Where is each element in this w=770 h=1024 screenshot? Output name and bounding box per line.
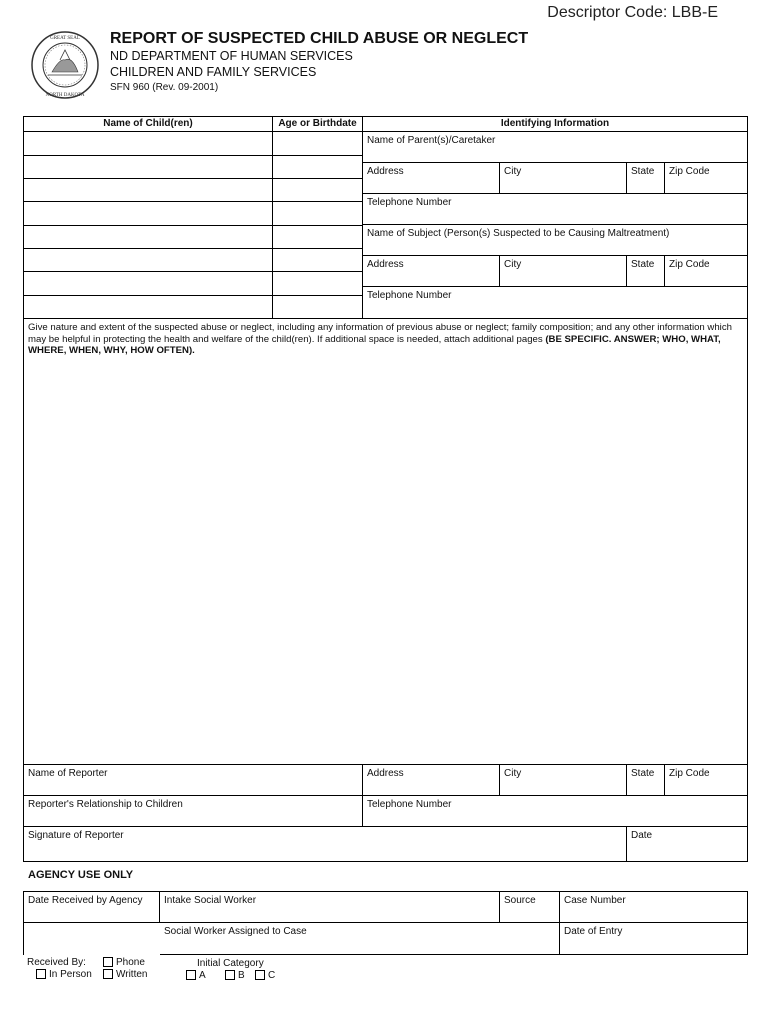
reporter-relationship-field[interactable]: Reporter's Relationship to Children	[24, 796, 363, 827]
child-age-field-1[interactable]	[273, 132, 363, 156]
source-field[interactable]: Source	[500, 892, 560, 923]
narrative-instructions: Give nature and extent of the suspected abuse or neglect, including any information of previous abuse or neglect; family composition; and any other information which may be helpful in protecting the health and welfare of the child(ren). If additional space is needed, attach additional pages	[28, 322, 732, 345]
category-c-checkbox[interactable]	[255, 970, 265, 980]
category-b-checkbox[interactable]	[225, 970, 235, 980]
category-b-label: B	[238, 970, 245, 981]
written-option[interactable]	[103, 969, 148, 980]
agency-blank-cell	[24, 923, 160, 955]
child-age-field-5[interactable]	[273, 226, 363, 249]
category-b-option[interactable]	[225, 970, 245, 981]
in-person-checkbox[interactable]	[36, 969, 46, 979]
category-a-label: A	[199, 970, 206, 981]
subject-state-field[interactable]: State	[627, 256, 665, 287]
form-number: SFN 960 (Rev. 09-2001)	[110, 82, 219, 93]
reporter-zip-field[interactable]: Zip Code	[665, 765, 748, 796]
reporter-signature-field[interactable]: Signature of Reporter	[24, 827, 627, 862]
child-age-field-6[interactable]	[273, 249, 363, 272]
reporter-telephone-field[interactable]: Telephone Number	[363, 796, 748, 827]
child-name-field-1[interactable]	[24, 132, 273, 156]
phone-option[interactable]	[103, 957, 145, 968]
form-title: REPORT OF SUSPECTED CHILD ABUSE OR NEGLECT	[110, 30, 529, 47]
svg-text:NORTH DAKOTA: NORTH DAKOTA	[45, 93, 85, 98]
received-by-label: Received By:	[27, 957, 86, 968]
parent-state-field[interactable]: State	[627, 163, 665, 194]
child-name-field-5[interactable]	[24, 226, 273, 249]
child-name-field-7[interactable]	[24, 272, 273, 296]
reporter-city-field[interactable]: City	[500, 765, 627, 796]
phone-label: Phone	[116, 957, 145, 968]
department-name: ND DEPARTMENT OF HUMAN SERVICES	[110, 49, 353, 63]
agency-form	[23, 891, 748, 955]
child-age-field-7[interactable]	[273, 272, 363, 296]
date-received-field[interactable]: Date Received by Agency	[24, 892, 160, 923]
assigned-worker-field[interactable]: Social Worker Assigned to Case	[160, 923, 560, 955]
category-a-checkbox[interactable]	[186, 970, 196, 980]
state-seal-icon	[30, 30, 100, 100]
reporter-date-field[interactable]: Date	[627, 827, 748, 862]
date-of-entry-field[interactable]: Date of Entry	[560, 923, 748, 955]
written-label: Written	[116, 969, 148, 980]
report-form	[23, 116, 748, 862]
child-name-field-8[interactable]	[24, 296, 273, 319]
in-person-label: In Person	[49, 969, 92, 980]
in-person-option[interactable]	[36, 969, 92, 980]
child-name-header: Name of Child(ren)	[24, 117, 273, 132]
reporter-address-field[interactable]: Address	[363, 765, 500, 796]
reporter-name-field[interactable]: Name of Reporter	[24, 765, 363, 796]
child-name-field-3[interactable]	[24, 179, 273, 202]
subject-telephone-field[interactable]: Telephone Number	[363, 287, 748, 319]
svg-text:GREAT SEAL: GREAT SEAL	[50, 36, 80, 41]
child-name-field-2[interactable]	[24, 156, 273, 179]
parent-name-field[interactable]: Name of Parent(s)/Caretaker	[363, 132, 748, 163]
category-a-option[interactable]	[186, 970, 206, 981]
age-header: Age or Birthdate	[273, 117, 363, 132]
written-checkbox[interactable]	[103, 969, 113, 979]
child-name-field-4[interactable]	[24, 202, 273, 226]
narrative-field[interactable]	[24, 319, 748, 765]
category-c-label: C	[268, 970, 276, 981]
subject-address-field[interactable]: Address	[363, 256, 500, 287]
intake-worker-field[interactable]: Intake Social Worker	[160, 892, 500, 923]
child-age-field-2[interactable]	[273, 156, 363, 179]
parent-city-field[interactable]: City	[500, 163, 627, 194]
child-age-field-3[interactable]	[273, 179, 363, 202]
descriptor-code: Descriptor Code: LBB-E	[547, 4, 718, 21]
reporter-state-field[interactable]: State	[627, 765, 665, 796]
division-name: CHILDREN AND FAMILY SERVICES	[110, 65, 317, 79]
initial-category-label: Initial Category	[197, 958, 264, 969]
parent-telephone-field[interactable]: Telephone Number	[363, 194, 748, 225]
child-name-field-6[interactable]	[24, 249, 273, 272]
child-age-field-4[interactable]	[273, 202, 363, 226]
child-age-field-8[interactable]	[273, 296, 363, 319]
subject-zip-field[interactable]: Zip Code	[665, 256, 748, 287]
parent-address-field[interactable]: Address	[363, 163, 500, 194]
case-number-field[interactable]: Case Number	[560, 892, 748, 923]
subject-city-field[interactable]: City	[500, 256, 627, 287]
identifying-info-header: Identifying Information	[363, 117, 748, 132]
narrative-emphasis: (BE SPECIFIC. ANSWER; WHO, WHAT, WHERE, WHEN, WHY, HOW OFTEN).	[28, 333, 721, 356]
parent-zip-field[interactable]: Zip Code	[665, 163, 748, 194]
agency-use-heading: AGENCY USE ONLY	[28, 869, 134, 881]
phone-checkbox[interactable]	[103, 957, 113, 967]
category-c-option[interactable]	[255, 970, 275, 981]
subject-name-field[interactable]: Name of Subject (Person(s) Suspected to be Causing Maltreatment)	[363, 225, 748, 256]
